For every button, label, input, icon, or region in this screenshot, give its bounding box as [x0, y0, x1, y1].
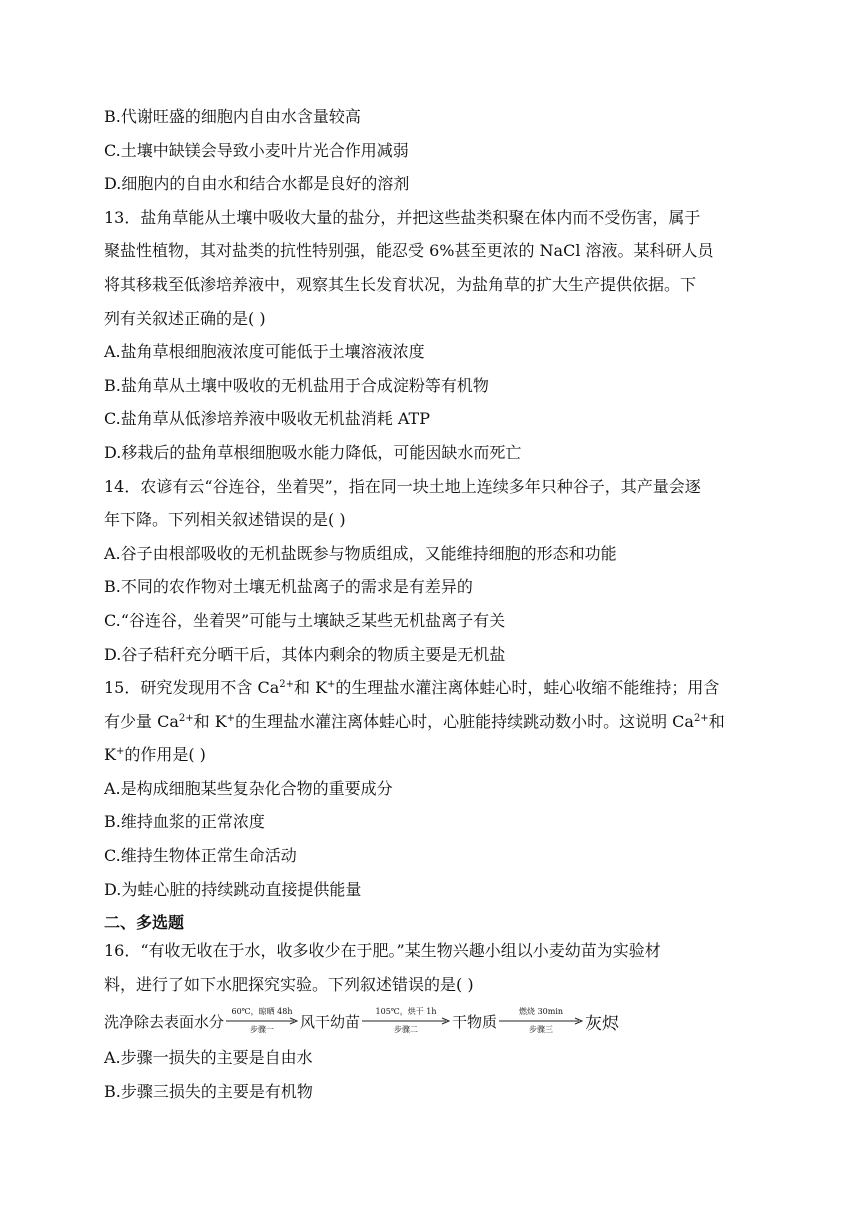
flow-arrow-step2 [362, 1007, 450, 1035]
q15-text: 15．研究发现用不含 Ca [104, 678, 280, 698]
question-content [104, 100, 754, 1109]
flow-stage-mid2: 干物质 [452, 1012, 498, 1031]
q14-stem-line-2: 年下降。下列相关叙述错误的是( ) [104, 510, 346, 530]
experiment-flow-diagram [104, 1001, 754, 1041]
step1-condition: 60℃，晾晒 48h [231, 1007, 293, 1017]
step3-label: 步骤三 [529, 1025, 554, 1035]
q12-option-b: B.代谢旺盛的细胞内自由水含量较高 [104, 107, 361, 126]
q16-option-a: A.步骤一损失的主要是自由水 [104, 1048, 313, 1068]
q15-text: 和 K [293, 678, 328, 698]
q15-stem-line-3 [104, 738, 754, 772]
q15-text: 和 K [193, 711, 227, 731]
ion-charge: + [226, 712, 236, 724]
q15-stem-line-2 [104, 705, 754, 739]
ion-charge: + [327, 679, 336, 691]
q13-option-a: A.盐角草根细胞液浓度可能低于土壤溶液浓度 [104, 342, 425, 362]
q13-stem-line-4: 列有关叙述正确的是( ) [104, 308, 266, 328]
q14-option-a: A.谷子由根部吸收的无机盐既参与物质组成，又能维持细胞的形态和功能 [104, 543, 617, 563]
q15-option-a: A.是构成细胞某些复杂化合物的重要成分 [104, 778, 393, 798]
q15-text: 和 [708, 711, 725, 731]
q14-option-d: D.谷子秸秆充分晒干后，其体内剩余的物质主要是无机盐 [104, 644, 506, 664]
q13-option-c: C.盐角草从低渗培养液中吸收无机盐消耗 ATP [104, 409, 430, 429]
q12-option-d: D.细胞内的自由水和结合水都是良好的溶剂 [104, 174, 410, 194]
q14-option-c: C.“谷连谷，坐着哭”可能与土壤缺乏某些无机盐离子有关 [104, 610, 506, 630]
q16-stem-line-1: 16．“有收无收在于水，收多收少在于肥。”某生物兴趣小组以小麦幼苗为实验材 [104, 941, 661, 961]
flow-arrow-step1 [226, 1007, 298, 1035]
q13-stem-line-1: 13．盐角草能从土壤中吸收大量的盐分，并把这些盐类积聚在体内而不受伤害，属于 [104, 207, 701, 227]
q15-text: 的作用是( ) [124, 745, 206, 765]
q14-stem-line-1: 14．农谚有云“谷连谷，坐着哭”，指在同一块土地上连续多年只种谷子，其产量会逐 [104, 476, 701, 496]
q15-text: 有少量 Ca [104, 711, 179, 731]
q16-stem-line-2: 料，进行了如下水肥探究实验。下列叙述错误的是( ) [104, 974, 474, 994]
q15-stem-line-1 [104, 671, 754, 705]
q16-option-b: B.步骤三损失的主要是有机物 [104, 1082, 313, 1102]
ion-charge: + [115, 746, 125, 758]
q14-option-b: B.不同的农作物对土壤无机盐离子的需求是有差异的 [104, 577, 473, 597]
q13-option-d: D.移栽后的盐角草根细胞吸水能力降低，可能因缺水而死亡 [104, 442, 522, 462]
flow-arrow-step3 [499, 1007, 583, 1035]
ion-charge: 2+ [693, 712, 709, 724]
step2-condition: 105℃，烘干 1h [375, 1007, 437, 1017]
flow-stage-end: 灰烬 [585, 1013, 620, 1034]
ion-charge: 2+ [279, 679, 294, 691]
q15-text: 的生理盐水灌注离体蛙心时，蛙心收缩不能维持；用含 [335, 678, 720, 698]
step1-label: 步骤一 [250, 1025, 275, 1035]
step3-condition: 燃烧 30min [519, 1007, 564, 1017]
q15-option-c: C.维持生物体正常生命活动 [104, 846, 297, 866]
flow-stage-mid1: 风干幼苗 [300, 1012, 361, 1031]
flow-stage-start: 洗净除去表面水分 [104, 1012, 225, 1031]
q15-text: 的生理盐水灌注离体蛙心时，心脏能持续跳动数小时。这说明 Ca [235, 711, 694, 731]
q15-option-d: D.为蛙心脏的持续跳动直接提供能量 [104, 879, 362, 899]
q13-option-b: B.盐角草从土壤中吸收的无机盐用于合成淀粉等有机物 [104, 375, 489, 395]
step2-label: 步骤二 [394, 1025, 419, 1035]
q13-stem-line-2: 聚盐性植物，其对盐类的抗性特别强，能忍受 6%甚至更浓的 NaCl 溶液。某科研人员 [104, 241, 714, 261]
section-heading-multiple-choice: 二、多选题 [104, 913, 185, 933]
ion-charge: 2+ [178, 712, 194, 724]
q13-stem-line-3: 将其移栽至低渗培养液中，观察其生长发育状况，为盐角草的扩大生产提供依据。下 [104, 274, 697, 294]
q15-text: K [104, 745, 116, 765]
q15-option-b: B.维持血浆的正常浓度 [104, 812, 265, 832]
q12-option-c: C.土壤中缺镁会导致小麦叶片光合作用减弱 [104, 140, 409, 160]
